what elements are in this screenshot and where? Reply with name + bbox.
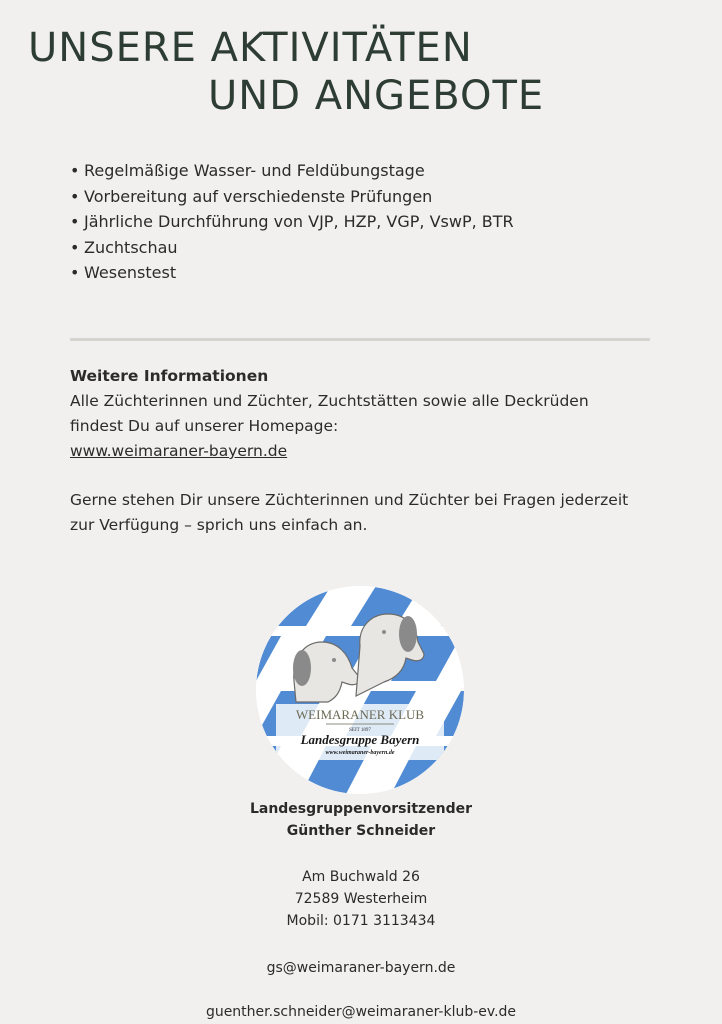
logo-club-name: WEIMARANER KLUB: [295, 707, 425, 722]
club-logo: [256, 586, 464, 794]
contact-role: Landesgruppenvorsitzender: [249, 801, 473, 817]
contact-street: Am Buchwald 26: [302, 869, 420, 885]
contact-mobile: Mobil: 0171 3113434: [286, 913, 436, 929]
info-text2-line: Gerne stehen Dir unsere Züchterinnen und Züchter bei Fragen jederzeit: [70, 491, 629, 509]
page-title-line1: UNSERE AKTIVITÄTEN: [28, 25, 473, 71]
page-title: [28, 24, 544, 120]
contact-city: 72589 Westerheim: [294, 891, 428, 907]
list-item: • Jährliche Durchführung von VJP, HZP, VGP, VswP, BTR: [70, 209, 514, 235]
homepage-link[interactable]: www.weimaraner-bayern.de: [70, 442, 288, 460]
contact-name: Günther Schneider: [286, 823, 436, 839]
logo-group: Landesgruppe Bayern: [300, 732, 420, 747]
list-item: • Vorbereitung auf verschiedenste Prüfungen: [70, 184, 514, 210]
info-section: [70, 364, 670, 538]
contact-email-2[interactable]: guenther.schneider@weimaraner-klub-ev.de: [205, 1004, 517, 1020]
info-text2-line: zur Verfügung – sprich uns einfach an.: [70, 516, 368, 534]
info-text-line: Alle Züchterinnen und Züchter, Zuchtstätten sowie alle Deckrüden: [70, 392, 589, 410]
logo-since: SEIT 1897: [349, 728, 371, 733]
info-title: Weitere Informationen: [70, 367, 269, 385]
contact-email-1[interactable]: gs@weimaraner-bayern.de: [266, 960, 456, 976]
list-item: • Wesenstest: [70, 260, 514, 286]
page-title-line2: UND ANGEBOTE: [208, 73, 545, 119]
list-item: • Zuchtschau: [70, 235, 514, 261]
activities-list: [70, 158, 514, 286]
section-divider: [70, 338, 650, 341]
list-item: • Regelmäßige Wasser- und Feldübungstage: [70, 158, 514, 184]
info-text-line: findest Du auf unserer Homepage:: [70, 417, 339, 435]
logo-url: www.weimaraner-bayern.de: [325, 750, 395, 756]
